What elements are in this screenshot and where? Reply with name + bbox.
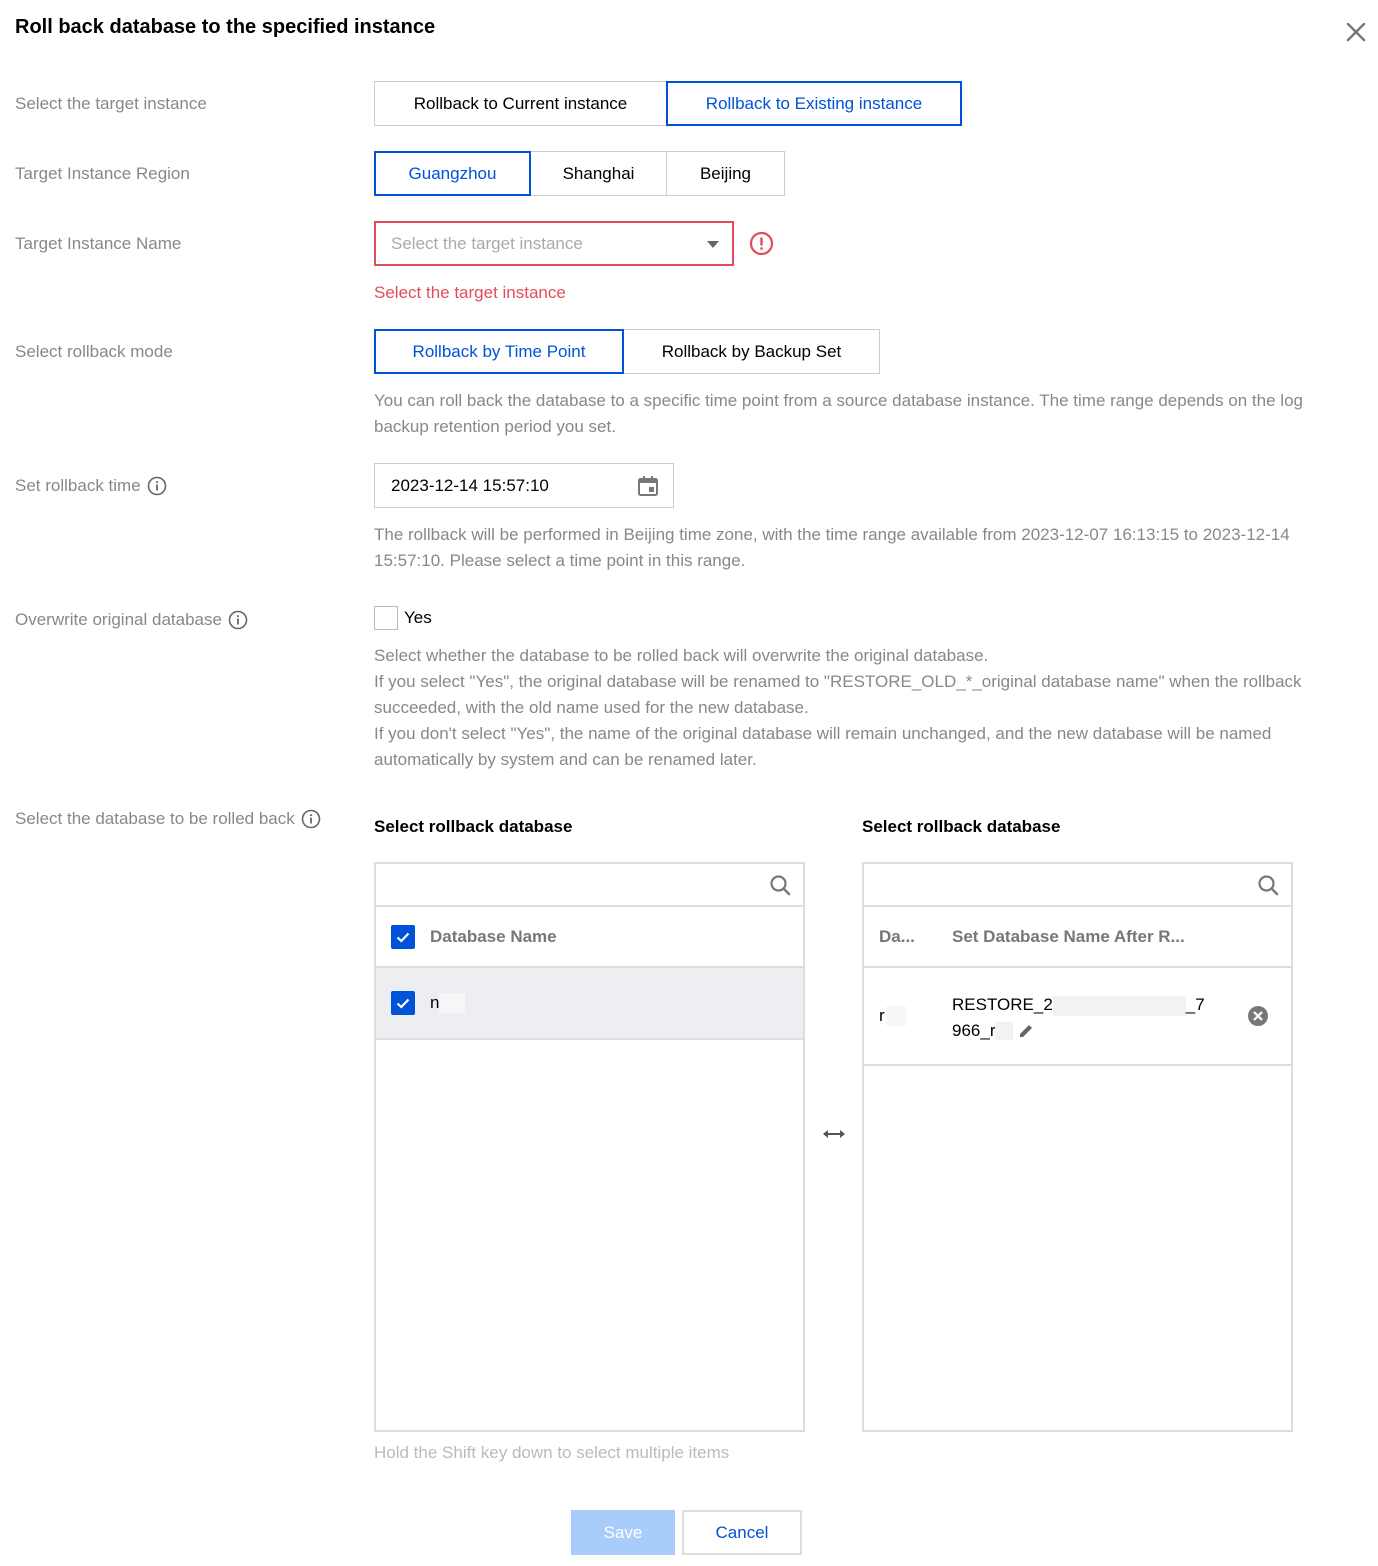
remove-circle-icon[interactable] [1247,1005,1269,1027]
rollback-mode-help: You can roll back the database to a specific time point from a source database instance. The time range depends on the log backup retention period you set. [374,391,1303,436]
rollback-mode-label-text: Select rollback mode [15,342,173,361]
cancel-button[interactable]: Cancel [682,1510,802,1555]
rollback-time-help: The rollback will be performed in Beijing time zone, with the time range available from 2023-12-07 16:13:15 to 2023-12-14 15:57:10. Please select a time point in this range. [374,525,1290,570]
rollback-time-label [15,476,167,496]
overwrite-help-line-1: Select whether the database to be rolled back will overwrite the original database. [374,646,989,665]
row-checkbox[interactable] [391,991,415,1015]
search-icon[interactable] [769,874,791,896]
databases-label [15,809,321,829]
instance-name-label-text: Target Instance Name [15,234,182,253]
new-db-name [952,992,1212,1044]
redacted-text [439,993,465,1013]
right-panel-title: Select rollback database [862,817,1061,836]
left-search-input[interactable] [376,864,803,905]
right-search-input[interactable] [864,864,1291,905]
region-label-text: Target Instance Region [15,164,190,183]
databases-label-text: Select the database to be rolled back [15,809,295,828]
right-database-panel [862,862,1293,1432]
new-name-line-2: 966_r [952,1021,996,1040]
overwrite-help-line-3: If you don't select "Yes", the name of the original database will remain unchanged, and the new database will be named automatically by system and can be renamed later. [374,724,1272,769]
instance-select[interactable] [374,221,734,266]
select-all-checkbox[interactable] [391,925,415,949]
error-icon [749,231,774,256]
region-shanghai-button[interactable]: Shanghai [530,151,667,196]
overwrite-label [15,610,248,630]
close-icon[interactable] [1342,18,1370,46]
rollback-time-label-text: Set rollback time [15,476,141,495]
region-guangzhou-button[interactable]: Guangzhou [374,151,531,196]
overwrite-help [374,643,1324,773]
edit-pencil-icon[interactable] [1017,1022,1035,1040]
left-table-header [376,907,803,968]
overwrite-help-line-2: If you select "Yes", the original database will be renamed to "RESTORE_OLD_*_original database name" when the rollback succeeded, with the old name used for the new database. [374,672,1302,717]
swap-arrows-icon [820,1125,848,1143]
target-instance-toggle [374,81,962,126]
redacted-text [995,1022,1013,1040]
left-table-row[interactable] [376,968,803,1040]
rollback-existing-button[interactable]: Rollback to Existing instance [666,81,962,126]
shift-select-hint: Hold the Shift key down to select multiple items [374,1443,730,1462]
rollback-time-point-button[interactable]: Rollback by Time Point [374,329,624,374]
instance-error-text: Select the target instance [374,283,566,302]
left-row-db-name: n [430,993,440,1012]
target-instance-label-text: Select the target instance [15,94,207,113]
rollback-mode-toggle [374,329,880,374]
overwrite-label-text: Overwrite original database [15,610,222,629]
info-icon[interactable] [301,809,321,829]
save-button[interactable]: Save [571,1510,675,1555]
info-icon[interactable] [228,610,248,630]
new-name-part-a: RESTORE_2 [952,995,1053,1014]
rollback-time-picker[interactable] [374,463,674,508]
rollback-time-value: 2023-12-14 15:57:10 [391,475,549,495]
right-search-row [864,864,1291,907]
database-name-column: Database Name [430,926,557,946]
dialog-title: Roll back database to the specified instance [15,16,436,38]
instance-select-placeholder: Select the target instance [391,233,583,253]
right-col-new-name: Set Database Name After R... [952,926,1185,946]
rollback-mode-label [15,342,173,362]
overwrite-checkbox[interactable] [374,606,398,630]
check-icon [395,995,411,1011]
region-label [15,164,190,184]
caret-down-icon [707,241,719,248]
target-instance-label [15,94,207,114]
redacted-text [1053,996,1186,1016]
calendar-icon [637,475,659,497]
right-col-db-name: Da... [879,926,915,946]
rollback-backup-set-button[interactable]: Rollback by Backup Set [623,329,880,374]
redacted-text [886,1006,906,1026]
search-icon[interactable] [1257,874,1279,896]
check-icon [395,929,411,945]
right-row-db-name: r [879,1006,885,1025]
right-table-row [864,968,1291,1066]
right-table-header [864,907,1291,968]
region-toggle [374,151,785,196]
rollback-current-button[interactable]: Rollback to Current instance [374,81,667,126]
left-search-row [376,864,803,907]
region-beijing-button[interactable]: Beijing [666,151,785,196]
left-database-panel [374,862,805,1432]
left-panel-title: Select rollback database [374,817,573,836]
instance-name-label [15,234,181,254]
new-name-part-b: _7 [1185,995,1205,1014]
overwrite-checkbox-label[interactable]: Yes [404,608,432,627]
info-icon[interactable] [147,476,167,496]
